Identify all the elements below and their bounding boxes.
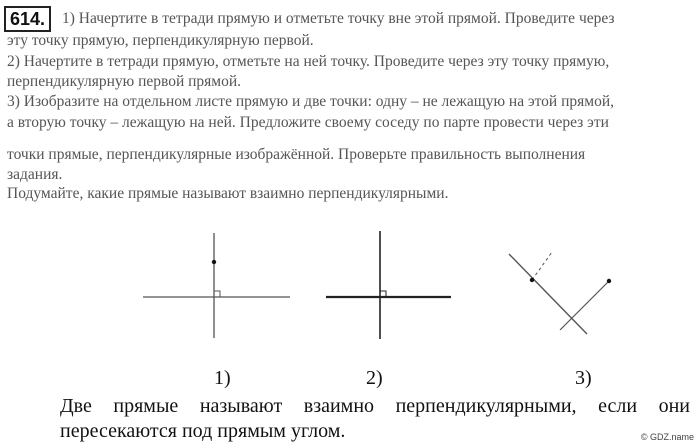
figure-3-perpendicular-through-outside-point bbox=[560, 281, 609, 330]
figure-2 bbox=[326, 231, 451, 339]
figure-1-label: 1) bbox=[214, 367, 231, 389]
task-number: 614. bbox=[4, 6, 51, 32]
figure-1-right-angle-mark bbox=[214, 291, 220, 297]
figure-3 bbox=[509, 252, 611, 334]
figure-1 bbox=[143, 233, 290, 338]
figure-2-label: 2) bbox=[366, 367, 383, 389]
task-text-line: 1) Начертите в тетради прямую и отметьте точку вне этой прямой. Проведите через bbox=[62, 10, 615, 27]
figure-1-point bbox=[212, 260, 216, 264]
task-text-line: 2) Начертите в тетради прямую, отметьте на ней точку. Проведите через эту точку прямую, bbox=[7, 53, 610, 70]
figure-3-dashed-perpendicular bbox=[532, 252, 552, 280]
figure-3-point-off-line bbox=[607, 279, 611, 283]
task-text-line: а вторую точку – лежащую на ней. Предложите своему соседу по парте провести через эти bbox=[7, 114, 609, 131]
watermark: © GDZ.name bbox=[640, 432, 694, 442]
figure-3-main-line bbox=[509, 254, 587, 334]
task-text-line: точки прямые, перпендикулярные изображённой. Проверьте правильность выполнения bbox=[7, 146, 586, 163]
rule-text-line-1: Две прямые называют взаимно перпендикулярными, если они bbox=[60, 395, 690, 417]
figure-3-point-on-line bbox=[530, 278, 534, 282]
task-text-line: Подумайте, какие прямые называют взаимно перпендикулярными. bbox=[7, 185, 449, 202]
rule-text-line-2: пересекаются под прямым углом. bbox=[60, 420, 346, 442]
task-text-line: 3) Изобразите на отдельном листе прямую и две точки: одну – не лежащую на этой прямой, bbox=[7, 93, 614, 110]
figure-3-label: 3) bbox=[575, 367, 592, 389]
task-text-line: задания. bbox=[7, 166, 63, 183]
task-text-line: перпендикулярную первой прямой. bbox=[7, 73, 242, 90]
task-text-line: эту точку прямую, перпендикулярную первой. bbox=[7, 32, 314, 49]
